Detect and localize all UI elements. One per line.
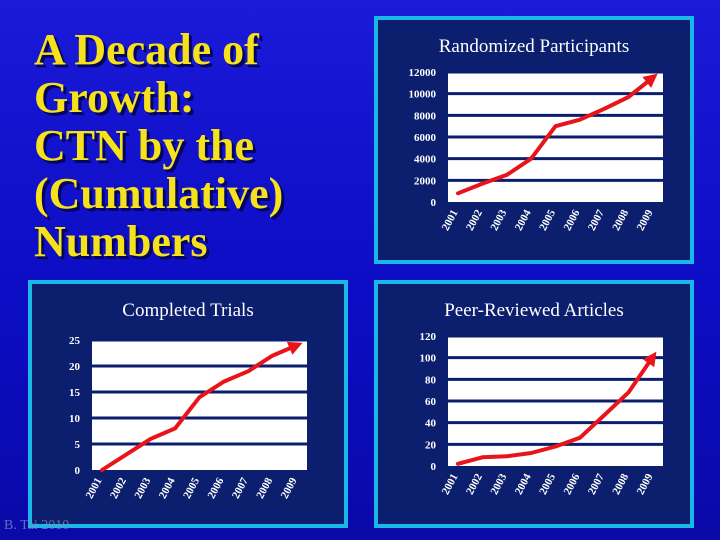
chart-title: Randomized Participants — [438, 36, 630, 57]
y-tick-label: 20 — [69, 361, 80, 373]
x-tick-label: 2002 — [108, 475, 130, 501]
x-tick-label: 2009 — [278, 475, 300, 501]
chart-randomized-participants — [378, 20, 690, 260]
y-tick-label: 100 — [419, 352, 436, 365]
chart-panel-peer-reviewed-articles — [374, 280, 694, 528]
x-tick-label: 2001 — [439, 471, 461, 497]
y-tick-label: 80 — [425, 374, 436, 387]
x-tick-label: 2005 — [537, 471, 559, 497]
plot-area — [92, 340, 307, 470]
y-tick-label: 60 — [425, 396, 436, 408]
x-tick-label: 2006 — [561, 471, 583, 497]
y-tick-label: 10000 — [408, 88, 436, 101]
title-line: (Cumulative) — [34, 169, 284, 218]
y-tick-label: 4000 — [414, 153, 436, 166]
chart-completed-trials — [32, 284, 344, 524]
x-tick-label: 2006 — [561, 207, 583, 233]
x-tick-label: 2003 — [488, 471, 510, 497]
x-tick-label: 2004 — [156, 475, 178, 501]
x-tick-label: 2004 — [512, 207, 534, 233]
x-tick-label: 2004 — [512, 471, 534, 497]
chart-panel-randomized-participants — [374, 16, 694, 264]
title-line: Numbers — [34, 217, 208, 266]
x-tick-label: 2001 — [439, 207, 461, 233]
title-line: CTN by the — [34, 121, 255, 170]
y-tick-label: 12000 — [408, 67, 436, 79]
x-tick-label: 2002 — [464, 207, 486, 233]
x-tick-label: 2007 — [585, 471, 607, 497]
x-tick-label: 2007 — [585, 207, 607, 233]
x-tick-label: 2002 — [464, 471, 486, 497]
y-tick-label: 0 — [430, 461, 436, 473]
y-tick-label: 20 — [425, 439, 436, 452]
x-tick-label: 2008 — [254, 475, 276, 501]
chart-panel-completed-trials — [28, 280, 348, 528]
x-tick-label: 2008 — [610, 471, 632, 497]
title-line: A Decade of — [34, 25, 259, 74]
author-credit: B. Tai 2010 — [4, 518, 70, 533]
x-tick-label: 2003 — [132, 475, 154, 501]
x-tick-label: 2006 — [205, 475, 227, 501]
y-tick-label: 5 — [74, 439, 80, 451]
chart-title: Peer-Reviewed Articles — [444, 300, 624, 321]
y-tick-label: 8000 — [414, 110, 436, 123]
y-tick-label: 120 — [419, 331, 436, 343]
y-tick-label: 6000 — [414, 132, 436, 144]
title-line: Growth: — [34, 73, 195, 122]
x-tick-label: 2003 — [488, 207, 510, 233]
y-tick-label: 15 — [69, 387, 80, 399]
x-tick-label: 2007 — [229, 475, 251, 501]
x-tick-label: 2009 — [634, 471, 656, 497]
chart-title: Completed Trials — [122, 300, 254, 321]
y-tick-label: 0 — [74, 465, 80, 477]
y-tick-label: 10 — [69, 413, 80, 425]
y-tick-label: 40 — [425, 417, 436, 430]
x-tick-label: 2009 — [634, 207, 656, 233]
x-tick-label: 2008 — [610, 207, 632, 233]
chart-peer-reviewed-articles — [378, 284, 690, 524]
y-tick-label: 2000 — [414, 175, 436, 188]
x-tick-label: 2001 — [83, 475, 105, 501]
x-tick-label: 2005 — [537, 207, 559, 233]
y-tick-label: 0 — [430, 197, 436, 209]
y-tick-label: 25 — [69, 335, 80, 347]
slide-title — [34, 26, 354, 266]
x-tick-label: 2005 — [181, 475, 203, 501]
